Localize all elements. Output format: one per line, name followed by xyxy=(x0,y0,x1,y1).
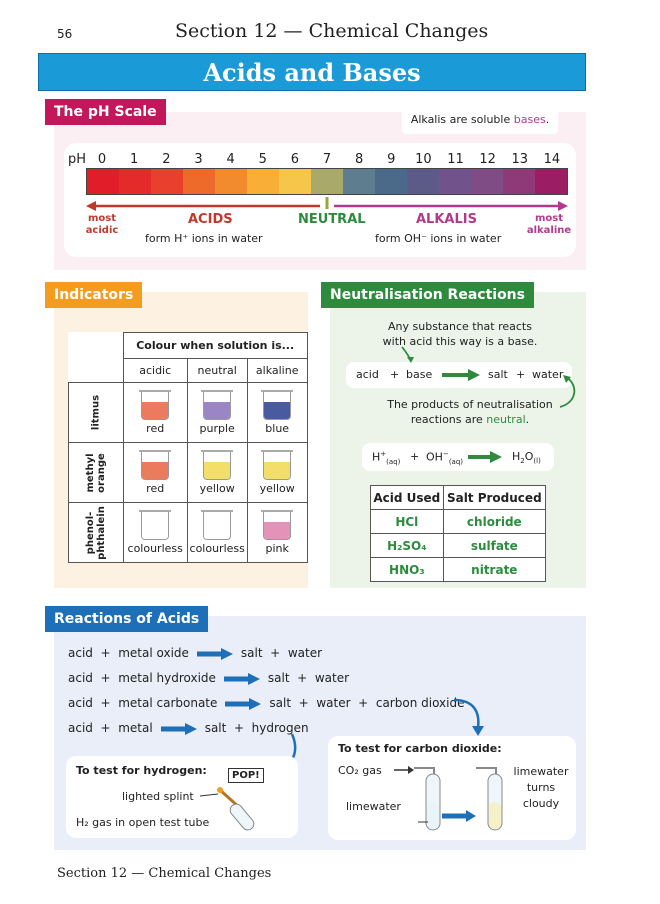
reaction-products: salt + hydrogen xyxy=(204,721,309,735)
alkalis-label: ALKALIS xyxy=(416,212,477,227)
reaction-products: salt + water xyxy=(267,671,350,685)
ph-value: 8 xyxy=(354,152,364,167)
flame-icon xyxy=(217,787,223,793)
ph-value: 9 xyxy=(387,152,396,167)
beaker-icon xyxy=(141,510,169,540)
ionic-plus: + xyxy=(410,450,420,463)
beaker-icon xyxy=(263,450,291,480)
indicator-name-line: phthalein xyxy=(95,505,107,560)
indicator-cell xyxy=(247,443,307,503)
indicator-cell xyxy=(187,503,247,563)
neutral-intro xyxy=(360,319,560,349)
ph-value: 12 xyxy=(479,152,496,167)
most-alkaline xyxy=(524,213,574,237)
reaction-line xyxy=(68,646,568,671)
co2-gas-label: CO₂ gas xyxy=(338,764,382,777)
table-row xyxy=(371,510,546,534)
intro-line2: with acid this way is a base. xyxy=(382,335,538,348)
co2-result xyxy=(508,764,574,812)
beaker-icon xyxy=(263,510,291,540)
ph-color-segment xyxy=(535,169,567,194)
eq-base: base xyxy=(406,368,433,381)
indicator-colour-label: purple xyxy=(199,422,235,435)
result-line3: cloudy xyxy=(522,797,560,810)
acids-label: ACIDS xyxy=(188,212,233,227)
table-row xyxy=(69,503,308,563)
indicator-colour-label: blue xyxy=(265,422,290,435)
acids-sub: form H⁺ ions in water xyxy=(145,232,263,245)
page-title: Acids and Bases xyxy=(203,58,421,87)
test-tube-icon xyxy=(228,802,256,833)
page-number: 56 xyxy=(57,27,73,41)
acid-cell: HNO₃ xyxy=(371,558,444,582)
table-row xyxy=(69,383,308,443)
reaction-reactants: acid + metal xyxy=(68,721,153,735)
acid-arrow-head xyxy=(86,201,96,211)
indicator-colour-label: red xyxy=(146,482,165,495)
eq-plus2: + xyxy=(516,368,526,381)
products-period: . xyxy=(525,413,530,426)
beaker-icon xyxy=(263,390,291,420)
indicators-tab: Indicators xyxy=(45,282,142,308)
alkalis-sub: form OH⁻ ions in water xyxy=(375,232,502,245)
most-acidic-line2: acidic xyxy=(85,225,119,236)
co2-curve-arrow xyxy=(452,694,488,738)
indicator-cell xyxy=(187,443,247,503)
acid-header: Acid Used xyxy=(371,486,444,510)
salt-cell: chloride xyxy=(443,510,545,534)
col-acidic: acidic xyxy=(123,359,187,383)
ph-color-segment xyxy=(439,169,471,194)
products-line2: reactions are xyxy=(410,413,487,426)
ph-color-segment xyxy=(343,169,375,194)
indicator-name xyxy=(69,503,124,563)
intro-line1: Any substance that reacts xyxy=(388,320,532,333)
ph-color-segment xyxy=(87,169,119,194)
salt-cell: nitrate xyxy=(443,558,545,582)
indicator-cell xyxy=(247,383,307,443)
ph-color-segment xyxy=(183,169,215,194)
eq-plus1: + xyxy=(390,368,400,381)
ph-color-segment xyxy=(471,169,503,194)
indicator-name xyxy=(69,383,124,443)
hydrogen-test-title: To test for hydrogen: xyxy=(76,764,207,777)
ph-label: pH xyxy=(68,152,87,167)
base-pointer-arrow xyxy=(400,346,416,364)
footer: Section 12 — Chemical Changes xyxy=(57,866,272,881)
reaction-lines xyxy=(68,646,568,746)
most-acidic xyxy=(80,213,124,237)
ionic-h: $H^+_{(aq)}$ xyxy=(372,450,401,466)
col-alkaline: alkaline xyxy=(247,359,307,383)
ph-value: 2 xyxy=(162,152,171,167)
ph-numbers xyxy=(86,152,568,168)
indicator-colour-label: red xyxy=(146,422,165,435)
ionic-arrow xyxy=(468,451,502,463)
alkali-note-highlight: bases xyxy=(513,113,546,126)
table-row xyxy=(69,443,308,503)
pop-label: POP! xyxy=(228,768,264,783)
ph-color-segment xyxy=(311,169,343,194)
reaction-products: salt + water + carbon dioxide xyxy=(269,696,465,710)
beaker-icon xyxy=(141,450,169,480)
ph-color-segment xyxy=(215,169,247,194)
ionic-oh: $OH^-_{(aq)}$ xyxy=(426,450,464,466)
neutral-equation xyxy=(346,362,572,388)
ph-value: 13 xyxy=(511,152,529,167)
co2-test-box xyxy=(328,736,576,840)
indicator-colour-label: yellow xyxy=(259,482,295,495)
indicator-table xyxy=(68,332,308,563)
indicator-cell xyxy=(123,383,187,443)
reaction-reactants: acid + metal carbonate xyxy=(68,696,218,710)
indicator-colour-label: yellow xyxy=(199,482,235,495)
products-line1: The products of neutralisation xyxy=(387,398,553,411)
eq-water: water xyxy=(532,368,564,381)
acid-cell: H₂SO₄ xyxy=(371,534,444,558)
indicator-cell xyxy=(187,383,247,443)
splint-pointer xyxy=(200,794,218,796)
ph-value: 1 xyxy=(130,152,139,167)
result-line2: turns xyxy=(526,781,556,794)
reaction-reactants: acid + metal hydroxide xyxy=(68,671,216,685)
reaction-products: salt + water xyxy=(240,646,323,660)
most-acidic-line1: most xyxy=(87,213,117,224)
ph-value: 6 xyxy=(290,152,299,167)
ph-color-segment xyxy=(151,169,183,194)
indicator-name-line: phenol- xyxy=(84,511,96,554)
indicator-colour-label: pink xyxy=(265,542,289,555)
products-note xyxy=(375,397,565,427)
table-row xyxy=(371,534,546,558)
eq-salt: salt xyxy=(488,368,508,381)
hydrogen-test-illustration xyxy=(200,786,270,834)
indicator-cell xyxy=(247,503,307,563)
ph-strip xyxy=(86,168,568,195)
ph-color-segment xyxy=(503,169,535,194)
clear-limewater xyxy=(427,802,439,829)
ph-value: 14 xyxy=(543,152,561,167)
neutralisation-tab: Neutralisation Reactions xyxy=(321,282,534,308)
eq-arrow xyxy=(442,369,480,381)
reaction-reactants: acid + metal oxide xyxy=(68,646,189,660)
ph-color-segment xyxy=(279,169,311,194)
ionic-water: $H_2O_{(l)}$ xyxy=(512,450,541,466)
reaction-arrow xyxy=(222,673,262,685)
splint-label: lighted splint xyxy=(122,790,194,803)
acid-salt-table xyxy=(370,485,546,582)
co2-test-illustration xyxy=(388,760,516,836)
hydrogen-test-box xyxy=(66,756,298,838)
ph-value: 7 xyxy=(322,152,332,167)
tube-label: H₂ gas in open test tube xyxy=(76,816,210,829)
ph-color-segment xyxy=(119,169,151,194)
most-alkaline-line2: alkaline xyxy=(526,225,572,236)
alkali-note-prefix: Alkalis are soluble xyxy=(410,113,514,126)
reaction-line xyxy=(68,671,568,696)
ph-value: 11 xyxy=(447,152,464,167)
indicator-name-line: litmus xyxy=(90,394,102,431)
neutral-label: NEUTRAL xyxy=(298,212,366,227)
ph-value: 0 xyxy=(97,152,107,167)
indicator-header: Colour when solution is... xyxy=(123,333,307,359)
indicator-cell xyxy=(123,503,187,563)
ionic-equation xyxy=(362,443,554,471)
reactions-tab: Reactions of Acids xyxy=(45,606,208,632)
reaction-arrow xyxy=(195,648,235,660)
indicator-cell xyxy=(123,443,187,503)
eq-acid: acid xyxy=(356,368,379,381)
beaker-icon xyxy=(203,390,231,420)
table-row xyxy=(371,558,546,582)
co2-test-title: To test for carbon dioxide: xyxy=(338,742,502,755)
alkali-arrow-head xyxy=(558,201,568,211)
ph-value: 10 xyxy=(415,152,432,167)
reaction-arrow xyxy=(159,723,199,735)
reaction-arrow xyxy=(223,698,263,710)
products-neutral: neutral xyxy=(486,413,526,426)
acid-cell: HCl xyxy=(371,510,444,534)
ph-value: 4 xyxy=(226,152,235,167)
section-header: Section 12 — Chemical Changes xyxy=(175,20,489,42)
ph-color-segment xyxy=(407,169,439,194)
ph-value: 3 xyxy=(194,152,203,167)
ph-tab: The pH Scale xyxy=(45,99,166,125)
ph-value: 5 xyxy=(258,152,267,167)
indicator-colour-label: colourless xyxy=(127,542,183,555)
indicator-name-line: orange xyxy=(95,452,107,493)
title-bar xyxy=(38,53,586,91)
water-curve-arrow xyxy=(556,374,582,410)
ph-color-segment xyxy=(375,169,407,194)
ph-color-segment xyxy=(247,169,279,194)
most-alkaline-line1: most xyxy=(534,213,564,224)
indicator-name xyxy=(69,443,124,503)
beaker-icon xyxy=(203,510,231,540)
indicator-colour-label: colourless xyxy=(189,542,245,555)
alkali-note xyxy=(402,106,558,134)
cloudy-limewater xyxy=(489,802,501,829)
salt-cell: sulfate xyxy=(443,534,545,558)
result-line1: limewater xyxy=(513,765,569,778)
reaction-line xyxy=(68,696,568,721)
alkali-note-suffix: . xyxy=(545,113,550,126)
salt-header: Salt Produced xyxy=(443,486,545,510)
beaker-icon xyxy=(203,450,231,480)
beaker-icon xyxy=(141,390,169,420)
col-neutral: neutral xyxy=(187,359,247,383)
co2-limewater-label: limewater xyxy=(346,800,401,813)
indicator-name-line: methyl xyxy=(84,452,96,493)
